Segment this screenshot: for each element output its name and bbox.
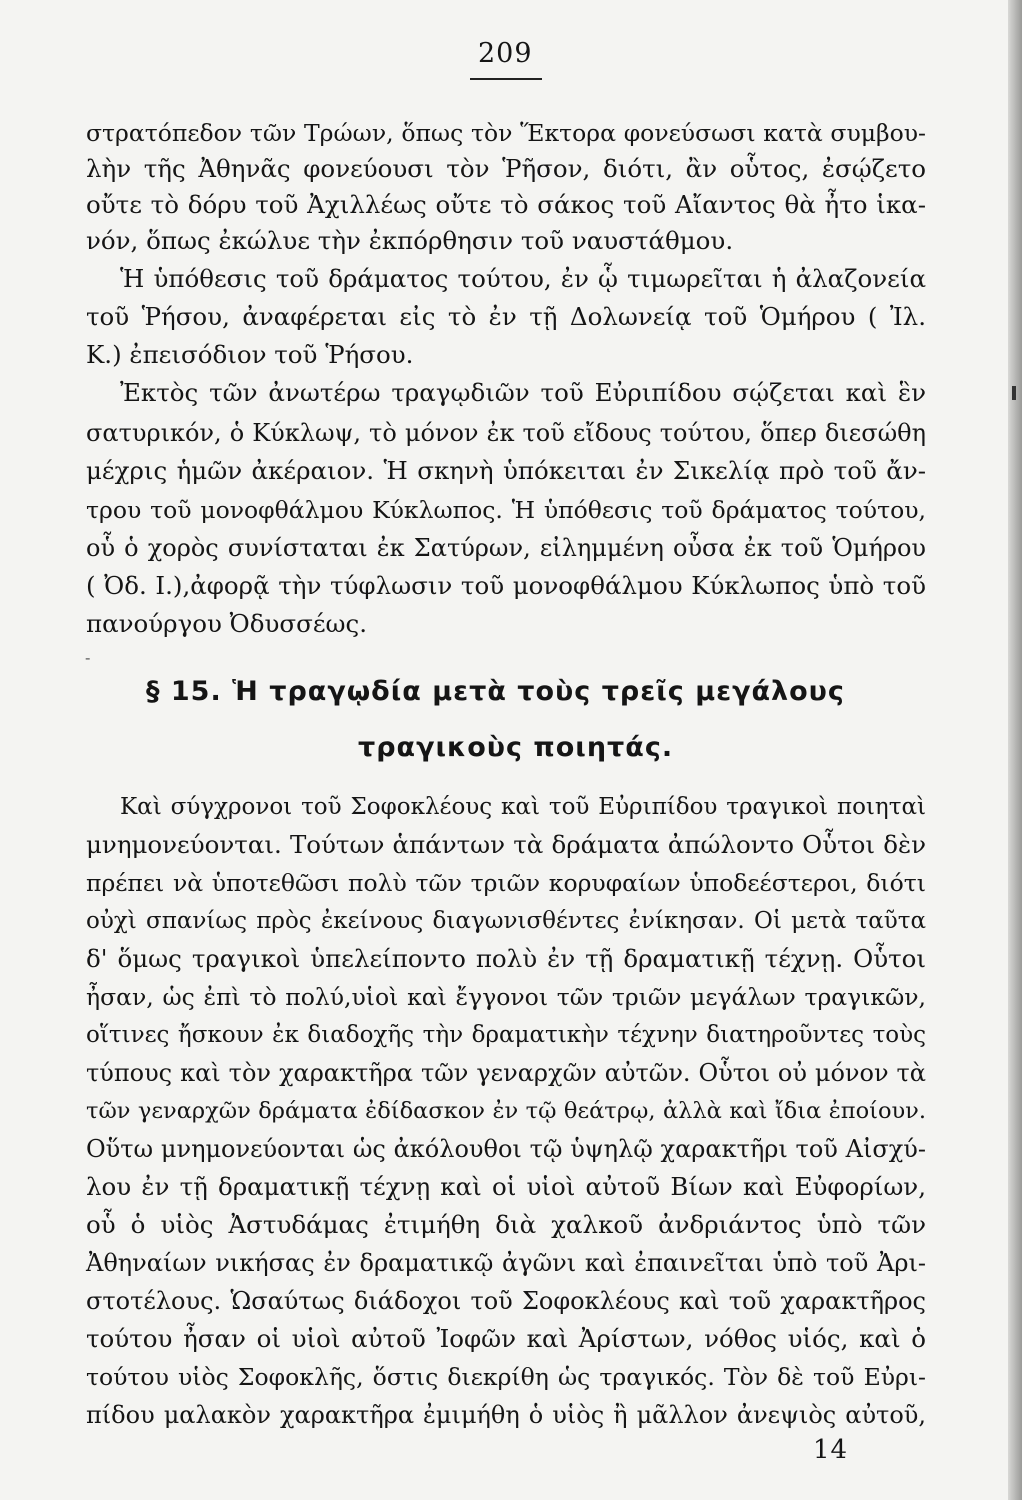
text-line: οἵτινες ἤσκουν ἐκ διαδοχῆς τὴν δραματικὴν τέχνην διατηροῦντες τοὺς [86, 1022, 926, 1048]
text-line: τοῦ Ῥήσου, ἀναφέρεται εἰς τὸ ἐν τῇ Δολωνείᾳ τοῦ Ὁμήρου ( Ἰλ. [86, 302, 926, 331]
text-line: Ἡ ὑπόθεσις τοῦ δράματος τούτου, ἐν ᾧ τιμωρεῖται ἡ ἀλαζονεία [120, 264, 926, 293]
stray-mark: - [85, 648, 91, 667]
text-line: λὴν τῆς Ἀθηνᾶς φονεύουσι τὸν Ῥῆσον, διότι, ἂν οὗτος, ἐσῴζετο [86, 154, 926, 183]
text-line: τούτου ἦσαν οἱ υἱοὶ αὐτοῦ Ἰοφῶν καὶ Ἀρίστων, νόθος υἱός, καὶ ὁ [86, 1324, 926, 1353]
text-line: λου ἐν τῇ δραματικῇ τέχνῃ καὶ οἱ υἱοὶ αὐτοῦ Βίων καὶ Εὐφορίων, [86, 1172, 926, 1201]
text-line: πίδου μαλακὸν χαρακτῆρα ἐμιμήθη ὁ υἱὸς ἢ μᾶλλον ἀνεψιὸς αὐτοῦ, [86, 1401, 926, 1429]
text-line: οὗ ὁ υἱὸς Ἀστυδάμας ἐτιμήθη διὰ χαλκοῦ ἀνδριάντος ὑπὸ τῶν [86, 1210, 926, 1239]
text-line: Ἀθηναίων νικήσας ἐν δραματικῷ ἀγῶνι καὶ ἐπαινεῖται ὑπὸ τοῦ Ἀρι- [86, 1249, 926, 1277]
text-line: ἦσαν, ὡς ἐπὶ τὸ πολύ,υἱοὶ καὶ ἔγγονοι τῶν τριῶν μεγάλων τραγικῶν, [86, 983, 926, 1011]
section-heading: § 15. Ἡ τραγῳδία μετὰ τοὺς τρεῖς μεγάλους [146, 676, 845, 707]
text-line: Καὶ σύγχρονοι τοῦ Σοφοκλέους καὶ τοῦ Εὐριπίδου τραγικοὶ ποιηταὶ [120, 794, 926, 820]
text-line: οὗ ὁ χορὸς συνίσταται ἐκ Σατύρων, εἰλημμένη οὖσα ἐκ τοῦ Ὁμήρου [86, 534, 926, 562]
text-line: οὐχὶ σπανίως πρὸς ἐκείνους διαγωνισθέντες ἐνίκησαν. Οἱ μετὰ ταῦτα [86, 908, 926, 934]
text-line: σατυρικόν, ὁ Κύκλωψ, τὸ μόνον ἐκ τοῦ εἴδους τούτου, ὅπερ διεσώθη [86, 419, 926, 447]
text-line: οὔτε τὸ δόρυ τοῦ Ἀχιλλέως οὔτε τὸ σάκος τοῦ Αἴαντος θὰ ἦτο ἱκα- [86, 190, 926, 219]
text-line: μέχρις ἡμῶν ἀκέραιον. Ἡ σκηνὴ ὑπόκειται ἐν Σικελίᾳ πρὸ τοῦ ἄν- [86, 456, 926, 485]
page-number-rule [470, 78, 542, 80]
text-line: τῶν γεναρχῶν δράματα ἐδίδασκον ἐν τῷ θεάτρῳ, ἀλλὰ καὶ ἴδια ἐποίουν. [86, 1098, 926, 1124]
text-line: δ' ὅμως τραγικοὶ ὑπελείποντο πολὺ ἐν τῇ δραματικῇ τέχνῃ. Οὗτοι [86, 944, 926, 973]
text-line: τρου τοῦ μονοφθάλμου Κύκλωπος. Ἡ ὑπόθεσις τοῦ δράματος τούτου, [86, 496, 926, 524]
text-line: στρατόπεδον τῶν Τρώων, ὅπως τὸν Ἕκτορα φονεύσωσι κατὰ συμβου- [86, 119, 926, 147]
text-line: τούτου υἱὸς Σοφοκλῆς, ὅστις διεκρίθη ὡς τραγικός. Τὸν δὲ τοῦ Εὐρι- [86, 1363, 926, 1391]
text-line: τύπους καὶ τὸν χαρακτῆρα τῶν γεναρχῶν αὐτῶν. Οὗτοι οὐ μόνον τὰ [86, 1059, 926, 1087]
text-line: Οὕτω μνημονεύονται ὡς ἀκόλουθοι τῷ ὑψηλῷ χαρακτῆρι τοῦ Αἰσχύ- [86, 1135, 926, 1163]
text-line: πανούργου Ὀδυσσέως. [86, 609, 368, 638]
text-line: νόν, ὅπως ἐκώλυε τὴν ἐκπόρθησιν τοῦ ναυστάθμου. [86, 226, 734, 255]
text-line: Κ.) ἐπεισόδιον τοῦ Ῥήσου. [86, 340, 414, 369]
text-line: Ἐκτὸς τῶν ἀνωτέρω τραγῳδιῶν τοῦ Εὐριπίδου σῴζεται καὶ ἓν [120, 378, 926, 407]
text-line: πρέπει νὰ ὑποτεθῶσι πολὺ τῶν τριῶν κορυφαίων ὑποδεέστεροι, διότι [86, 869, 926, 897]
margin-mark [1012, 386, 1016, 400]
text-line: μνημονεύονται. Τούτων ἁπάντων τὰ δράματα ἀπώλοντο Οὗτοι δὲν [86, 830, 926, 859]
section-heading-continued: τραγικοὺς ποιητάς. [358, 732, 674, 763]
signature-mark: 14 [813, 1435, 849, 1465]
text-line: ( Ὀδ. Ι.),ἀφορᾷ τὴν τύφλωσιν τοῦ μονοφθάλμου Κύκλωπος ὑπὸ τοῦ [86, 571, 926, 600]
page-number: 209 [478, 38, 533, 69]
text-line: στοτέλους. Ὡσαύτως διάδοχοι τοῦ Σοφοκλέους καὶ τοῦ χαρακτῆρος [86, 1287, 926, 1315]
page-edge-shadow [1008, 0, 1022, 1500]
